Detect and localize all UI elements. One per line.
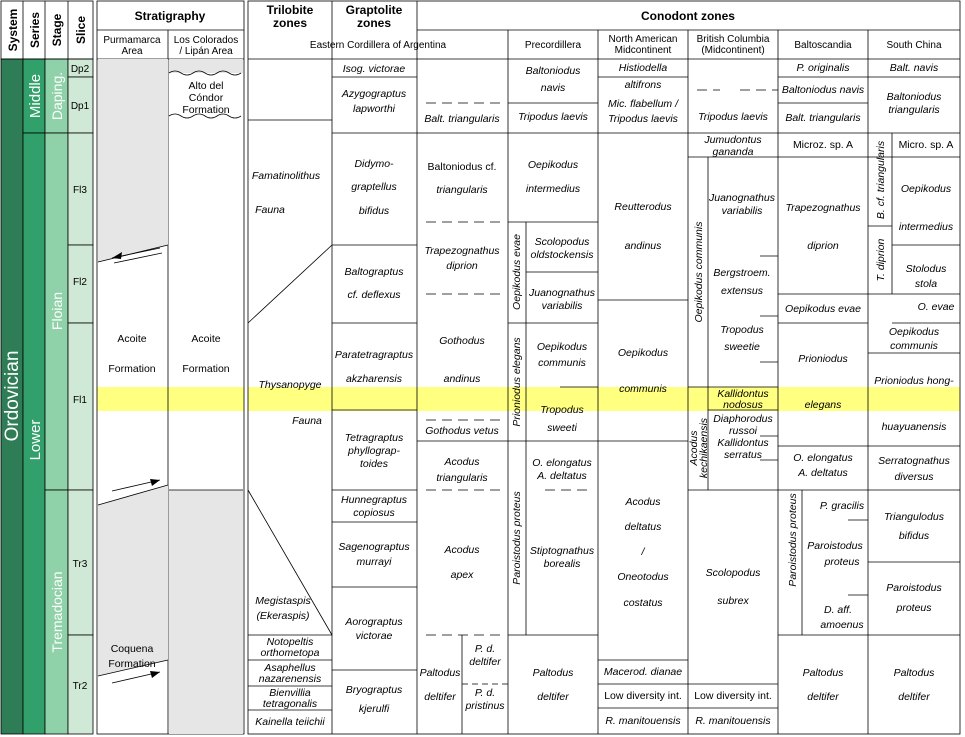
grapto-tetra-2: phyllograp- bbox=[348, 445, 400, 457]
header-baltoscandia: Baltoscandia bbox=[794, 40, 852, 51]
ec-trapezo-2: diprion bbox=[446, 260, 478, 272]
header-na-midcontinent-2: Midcontinent bbox=[614, 45, 672, 56]
ec-acodus-triang-2: triangularis bbox=[436, 472, 488, 484]
alto-condor-3: Formation bbox=[182, 104, 230, 116]
sc-oepikodus-comm-2: communis bbox=[890, 340, 938, 352]
header-slice: Slice bbox=[74, 15, 88, 45]
thysanopyge-2: Fauna bbox=[292, 415, 322, 427]
acoite-left-2: Formation bbox=[108, 363, 156, 375]
sc-stolodus-1: Stolodus bbox=[905, 263, 947, 275]
bs-balt-triang: Balt. triangularis bbox=[785, 112, 861, 124]
system-label: Ordovician bbox=[2, 350, 23, 442]
sc-oepikodus-comm-1: Oepikodus bbox=[888, 326, 940, 338]
sc-paroistodus-1: Paroistodus bbox=[886, 582, 942, 594]
sc-o-evae: O. evae bbox=[917, 301, 955, 313]
grapto-paratetra-1: Paratetragraptus bbox=[334, 349, 414, 361]
sc-balt-navis: Balt. navis bbox=[889, 62, 939, 74]
sc-serratognathus-1: Serratognathus bbox=[878, 455, 950, 467]
notopeltis-2: orthometopa bbox=[260, 647, 320, 659]
na-mic-flabellum-1: Mic. flabellum / bbox=[607, 98, 679, 110]
pc-stiptognathus-2: borealis bbox=[543, 558, 581, 570]
ec-gothodus-andinus-1: Gothodus bbox=[439, 335, 485, 347]
grapto-aoro-2: victorae bbox=[355, 630, 393, 642]
bc-tropodus-1: Tropodus bbox=[720, 324, 764, 336]
bs-paltodus-2: deltifer bbox=[807, 691, 839, 703]
na-histiodella-2: altifrons bbox=[624, 79, 662, 91]
header-graptolite-1: Graptolite bbox=[345, 3, 403, 17]
grapto-balto-2: cf. deflexus bbox=[347, 289, 401, 301]
slice-fl1-label: Fl1 bbox=[73, 395, 87, 406]
slice-fl1 bbox=[68, 323, 93, 490]
stage-tremadocian-label: Tremadocian bbox=[49, 571, 65, 653]
ec-acodus-apex-2: apex bbox=[450, 569, 474, 581]
slice-tr3-label: Tr3 bbox=[72, 559, 88, 570]
na-acodus-1: Acodus bbox=[625, 496, 661, 508]
bc-jumudontus-1: Jumudontus bbox=[704, 134, 762, 146]
asaphellus-1: Asaphellus bbox=[264, 662, 316, 674]
grapto-tetra-3: toides bbox=[359, 458, 389, 470]
ec-baltoniodus-cf-1: Baltoniodus cf. bbox=[427, 161, 497, 173]
ec-pd-pristinus-1: P. d. bbox=[474, 687, 496, 699]
hiatus-loscolorados-top bbox=[169, 59, 243, 73]
pc-oepikodus-evae: Oepikodus evae bbox=[511, 234, 523, 310]
grapto-azygo-1: Azygograptus bbox=[341, 88, 407, 100]
na-histiodella-1: Histiodella bbox=[618, 62, 668, 74]
ec-acodus-triang-1: Acodus bbox=[444, 456, 480, 468]
bc-bergstroem-1: Bergstroem. bbox=[713, 267, 771, 279]
megistaspis-2: (Ekeraspis) bbox=[256, 610, 310, 622]
acoite-right-1: Acoite bbox=[191, 333, 221, 345]
pc-tropodus-1: Tropodus bbox=[540, 404, 584, 416]
acoite-right-2: Formation bbox=[182, 363, 230, 375]
bc-acodus-kech-2: kechikaensis bbox=[698, 417, 710, 479]
pc-juanognathus-1: Juanognathus bbox=[529, 287, 595, 299]
bc-jumudontus-2: gananda bbox=[712, 146, 754, 158]
na-acodus-5: costatus bbox=[623, 597, 663, 609]
header-eastern-cordillera: Eastern Cordillera of Argentina bbox=[309, 40, 447, 51]
bs-oepikodus-evae: Oepikodus evae bbox=[785, 303, 861, 315]
na-oepikodus-comm-2: communis bbox=[619, 383, 667, 395]
highlight-band-strat bbox=[97, 387, 244, 411]
alto-condor-1: Alto del bbox=[188, 80, 224, 92]
bs-p-gracilis: P. gracilis bbox=[819, 500, 865, 512]
ec-pd-deltifer-1: P. d. bbox=[474, 643, 496, 655]
pc-o-elongatus-2: A. deltatus bbox=[537, 470, 587, 482]
grapto-isog: Isog. victorae bbox=[342, 63, 406, 75]
pc-stiptognathus-1: Stiptognathus bbox=[529, 545, 595, 557]
stage-daping-label: Daping. bbox=[49, 71, 65, 121]
grapto-bryo-2: kjerulfi bbox=[358, 703, 390, 715]
bs-d-amoenus-2: amoenus bbox=[820, 619, 864, 631]
sc-stolodus-2: stola bbox=[914, 278, 938, 290]
grapto-sageno-2: murrayi bbox=[356, 556, 392, 568]
bs-trapezo-1: Trapezognathus bbox=[785, 202, 861, 214]
pc-tropodus-2: sweeti bbox=[547, 422, 577, 434]
slice-dp1-label: Dp1 bbox=[70, 101, 90, 112]
sc-paroistodus-2: proteus bbox=[896, 602, 932, 614]
slice-fl3-label: Fl3 bbox=[73, 185, 87, 196]
slice-dp2-label: Dp2 bbox=[70, 64, 90, 75]
bc-kallidontus-serratus-1: Kallidontus bbox=[717, 437, 769, 449]
header-british-columbia-2: (Midcontinent) bbox=[701, 45, 765, 56]
header-stratigraphy: Stratigraphy bbox=[134, 9, 206, 23]
header-graptolite-2: zones bbox=[356, 16, 392, 30]
pc-paltodus-2: deltifer bbox=[537, 691, 569, 703]
sc-t-diprion: T. diprion bbox=[875, 238, 887, 282]
sc-triangulodus-1: Triangulodus bbox=[884, 511, 944, 523]
bs-baltoniodus-navis: Baltoniodus navis bbox=[781, 84, 865, 96]
bs-paltodus-1: Paltodus bbox=[802, 667, 844, 679]
chrono-headers bbox=[1, 1, 93, 59]
fault-arrow-lower bbox=[112, 671, 160, 683]
header-series: Series bbox=[28, 11, 42, 49]
notopeltis-1: Notopeltis bbox=[266, 636, 314, 648]
bs-microz: Microz. sp. A bbox=[792, 139, 854, 151]
na-mic-flabellum-2: Tripodus laevis bbox=[608, 113, 678, 125]
bc-juanognathus-1: Juanognathus bbox=[709, 192, 775, 204]
pc-prioniodus-elegans: Prioniodus elegans bbox=[511, 337, 523, 427]
bienvillia-2: tetragonalis bbox=[262, 698, 318, 710]
sc-micro: Micro. sp. A bbox=[898, 139, 954, 151]
bc-tropodus-2: sweetie bbox=[724, 341, 760, 353]
ec-trapezo-1: Trapezognathus bbox=[424, 245, 500, 257]
bs-paroistodus-2: proteus bbox=[824, 556, 860, 568]
header-purmamarca-2: Area bbox=[121, 46, 143, 57]
na-macerod: Macerod. dianae bbox=[603, 666, 683, 678]
bienvillia-1: Bienvillia bbox=[269, 687, 311, 699]
header-na-midcontinent-1: North American bbox=[608, 34, 678, 45]
grapto-bryo-1: Bryograptus bbox=[345, 684, 403, 696]
sc-baltoniodus-triang-1: Baltoniodus bbox=[886, 91, 942, 103]
pc-baltoniodus-navis-1: Baltoniodus bbox=[525, 65, 581, 77]
na-acodus-3: / bbox=[641, 546, 645, 558]
ec-acodus-apex-1: Acodus bbox=[444, 544, 480, 556]
bc-kallidontus-nodosus-2: nodosus bbox=[723, 399, 763, 411]
header-purmamarca-1: Purmamarca bbox=[103, 35, 161, 46]
grapto-balto-1: Baltograptus bbox=[344, 266, 404, 278]
bc-tripodus-laevis: Tripodus laevis bbox=[698, 111, 768, 123]
ec-paltodus-1: Paltodus bbox=[419, 667, 461, 679]
sc-paltodus-2: deltifer bbox=[898, 691, 930, 703]
ec-conodont-column bbox=[417, 103, 508, 734]
pc-scolopodus-2: oldstockensis bbox=[530, 249, 594, 261]
stage-floian-label: Floian bbox=[49, 291, 65, 331]
header-trilobite-1: Trilobite bbox=[266, 3, 314, 17]
pc-juanognathus-2: variabilis bbox=[541, 300, 583, 312]
alto-condor-2: Cóndor bbox=[188, 92, 224, 104]
bs-p-originalis: P. originalis bbox=[796, 62, 850, 74]
na-oepikodus-comm-1: Oepikodus bbox=[617, 347, 669, 359]
header-system: System bbox=[6, 8, 20, 52]
header-south-china: South China bbox=[886, 40, 942, 51]
grapto-tetra-1: Tetragraptus bbox=[344, 432, 404, 444]
megistaspis-1: Megistaspis bbox=[255, 595, 311, 607]
coquena-1: Coquena bbox=[110, 643, 154, 655]
bc-kallidontus-nodosus-1: Kallidontus bbox=[717, 388, 769, 400]
ec-paltodus-2: deltifer bbox=[424, 691, 456, 703]
na-r-manitouensis: R. manitouensis bbox=[605, 715, 681, 727]
hiatus-loscolorados-bottom bbox=[169, 490, 243, 734]
bs-o-elongatus-2: A. deltatus bbox=[798, 467, 848, 479]
bs-paroistodus-1: Paroistodus bbox=[807, 540, 863, 552]
sc-paltodus-1: Paltodus bbox=[893, 667, 935, 679]
sc-triangulodus-2: bifidus bbox=[898, 530, 930, 542]
series-lower-label: Lower bbox=[27, 419, 44, 461]
sc-serratognathus-2: diversus bbox=[894, 471, 934, 483]
pc-paltodus-1: Paltodus bbox=[532, 667, 574, 679]
bs-prioniodus-1: Prioniodus bbox=[798, 353, 848, 365]
stratigraphy-block bbox=[97, 1, 244, 734]
bc-diaphorodus-2: russoi bbox=[728, 425, 758, 437]
bc-kallidontus-serratus-2: serratus bbox=[724, 449, 762, 461]
bc-low-diversity: Low diversity int. bbox=[694, 690, 772, 702]
acoite-left-1: Acoite bbox=[117, 333, 147, 345]
series-middle-label: Middle bbox=[27, 73, 44, 119]
pc-tripodus-laevis: Tripodus laevis bbox=[518, 111, 588, 123]
bs-paroistodus-proteus: Paroistodus proteus bbox=[787, 493, 799, 587]
chrono-columns bbox=[1, 59, 93, 734]
highlight-band bbox=[248, 387, 960, 411]
slice-tr2-label: Tr2 bbox=[72, 681, 88, 692]
asaphellus-2: nazarenensis bbox=[258, 673, 322, 685]
bc-diaphorodus-1: Diaphorodus bbox=[713, 413, 773, 425]
bs-trapezo-2: diprion bbox=[807, 240, 839, 252]
grapto-aoro-1: Aorograptus bbox=[345, 616, 403, 628]
ec-baltoniodus-cf-2: triangularis bbox=[436, 184, 488, 196]
famatinolithus-1: Famatinolithus bbox=[251, 170, 321, 182]
precordillera-labels bbox=[511, 65, 596, 703]
grapto-hunne-1: Hunnegraptus bbox=[341, 494, 407, 506]
header-precordillera: Precordillera bbox=[524, 40, 582, 51]
grapto-sageno-1: Sagenograptus bbox=[338, 541, 410, 553]
british-columbia-labels bbox=[688, 111, 776, 727]
bs-o-elongatus-1: O. elongatus bbox=[793, 452, 853, 464]
header-trilobite-2: zones bbox=[272, 16, 308, 30]
sc-prioniodus-hong-1: Prioniodus hong- bbox=[874, 375, 954, 387]
ec-gothodus-vetus: Gothodus vetus bbox=[425, 425, 499, 437]
baltoscandia-labels bbox=[782, 62, 865, 703]
kainella: Kainella teiichii bbox=[255, 716, 325, 728]
na-acodus-2: deltatus bbox=[624, 521, 662, 533]
bc-scolopodus-1: Scolopodus bbox=[705, 567, 761, 579]
pc-oepikodus-int-2: intermedius bbox=[525, 183, 581, 195]
sc-oepikodus-int-2: intermedius bbox=[898, 221, 954, 233]
ec-balt-triang: Balt. triangularis bbox=[424, 113, 500, 125]
bs-d-amoenus-1: D. aff. bbox=[823, 604, 853, 616]
south-china-labels bbox=[874, 62, 954, 703]
sc-oepikodus-int-1: Oepikodus bbox=[900, 183, 952, 195]
bc-scolopodus-2: subrex bbox=[717, 595, 749, 607]
trilobite-labels bbox=[252, 170, 326, 728]
sc-b-cf-triang: B. cf. triangularis bbox=[875, 140, 887, 220]
header-british-columbia-1: British Columbia bbox=[696, 34, 770, 45]
header-conodont: Conodont zones bbox=[641, 9, 735, 23]
pc-paroistodus: Paroistodus proteus bbox=[511, 491, 523, 585]
header-loscolorados-1: Los Colorados bbox=[173, 35, 239, 46]
bc-acodus-kech-1: Acodus bbox=[688, 430, 700, 466]
pc-oepikodus-comm-1: Oepikodus bbox=[536, 341, 588, 353]
famatinolithus-2: Fauna bbox=[255, 204, 285, 216]
sc-prioniodus-hong-2: huayuanensis bbox=[881, 421, 947, 433]
grapto-paratetra-2: akzharensis bbox=[345, 373, 403, 385]
grapto-azygo-2: lapworthi bbox=[352, 103, 396, 115]
coquena-2: Formation bbox=[108, 658, 156, 670]
hiatus-purmamarca-top bbox=[98, 59, 168, 262]
grapto-didymo-3: bifidus bbox=[358, 205, 390, 217]
na-acodus-4: Oneotodus bbox=[617, 571, 669, 583]
pc-scolopodus-1: Scolopodus bbox=[534, 236, 590, 248]
header-stage: Stage bbox=[50, 13, 64, 47]
bc-juanognathus-2: variabilis bbox=[721, 205, 763, 217]
grapto-hunne-2: copiosus bbox=[353, 507, 395, 519]
na-reutterodus-2: andinus bbox=[624, 240, 662, 252]
header-loscolorados-2: / Lipán Area bbox=[179, 46, 233, 57]
ec-pd-deltifer-2: deltifer bbox=[469, 656, 501, 668]
grapto-didymo-2: graptellus bbox=[351, 181, 397, 193]
na-reutterodus-1: Reutterodus bbox=[614, 201, 672, 213]
zone-headers bbox=[267, 3, 942, 56]
slice-fl2-label: Fl2 bbox=[73, 277, 87, 288]
ec-pd-pristinus-2: pristinus bbox=[465, 700, 505, 712]
thysanopyge-1: Thysanopyge bbox=[258, 379, 322, 391]
bc-bergstroem-2: extensus bbox=[720, 285, 764, 297]
ec-gothodus-andinus-2: andinus bbox=[443, 373, 481, 385]
grapto-didymo-1: Didymo- bbox=[354, 158, 394, 170]
bs-prioniodus-2: elegans bbox=[804, 399, 842, 411]
pc-oepikodus-comm-2: communis bbox=[538, 357, 586, 369]
sc-baltoniodus-triang-2: triangularis bbox=[888, 104, 940, 116]
pc-o-elongatus-1: O. elongatus bbox=[532, 457, 592, 469]
ec-conodont-labels bbox=[420, 113, 506, 712]
bc-r-manitouensis: R. manitouensis bbox=[695, 715, 771, 727]
pc-oepikodus-int-1: Oepikodus bbox=[527, 159, 579, 171]
na-low-diversity: Low diversity int. bbox=[604, 690, 682, 702]
pc-baltoniodus-navis-2: navis bbox=[540, 82, 566, 94]
bc-oepikodus-communis: Oepikodus communis bbox=[693, 221, 705, 323]
